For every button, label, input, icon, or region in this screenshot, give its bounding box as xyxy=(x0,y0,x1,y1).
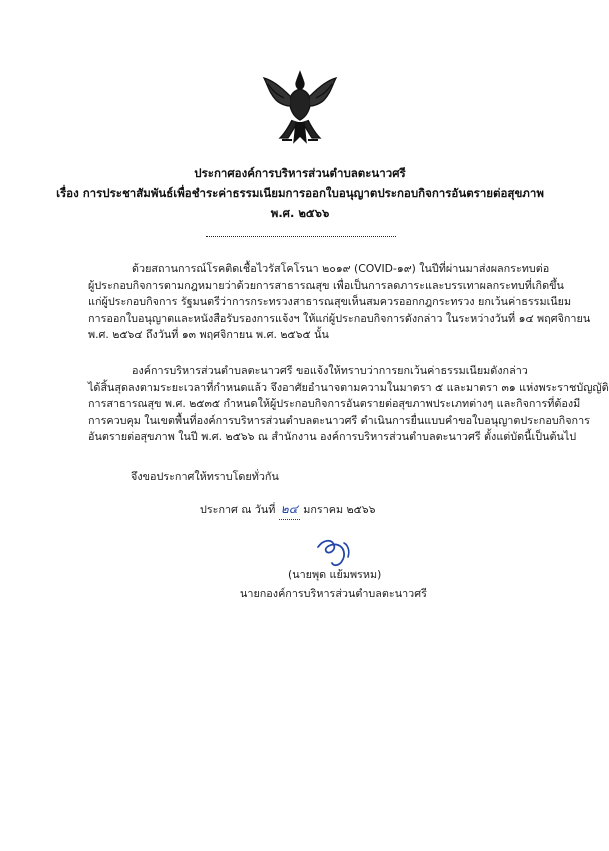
announcement-title: ประกาศองค์การบริหารส่วนตำบลตะนาวศรี xyxy=(194,166,406,180)
date-month-year: มกราคม ๒๕๖๖ xyxy=(303,503,376,516)
announcement-date xyxy=(200,500,376,520)
paragraph-1 xyxy=(88,261,591,344)
closing-statement: จึงขอประกาศให้ทราบโดยทั่วกัน xyxy=(131,470,279,483)
signer-position: นายกองค์การบริหารส่วนตำบลตะนาวศรี xyxy=(240,587,427,600)
date-day xyxy=(279,500,300,520)
handwritten-day: ๒๔ xyxy=(280,502,298,516)
paragraph-line: องค์การบริหารส่วนตำบลตะนาวศรี ขอแจ้งให้ทราบว่าการยกเว้นค่าธรรมเนียมดังกล่าว xyxy=(132,364,528,377)
paragraph-line: ด้วยสถานการณ์โรคติดเชื้อไวรัสโคโรนา ๒๐๑๙ (COVID-๑๙) ในปีที่ผ่านมาส่งผลกระทบต่อ xyxy=(132,262,550,275)
paragraph-line: พ.ศ. ๒๕๖๔ ถึงวันที่ ๑๓ พฤศจิกายน พ.ศ. ๒๕๖๕ นั้น xyxy=(88,328,329,341)
paragraph-line: แก่ผู้ประกอบกิจการ รัฐมนตรีว่าการกระทรวงสาธารณสุขเห็นสมควรออกกฎกระทรวง ยกเว้นค่าธรรมเนียม xyxy=(88,295,572,308)
paragraph-line: ได้สิ้นสุดลงตามระยะเวลาที่กำหนดแล้ว จึงอาศัยอำนาจตามความในมาตรา ๕ และมาตรา ๓๑ แห่งพระราชบัญญัติ xyxy=(88,380,609,394)
paragraph-2 xyxy=(88,363,609,446)
paragraph-line: ผู้ประกอบกิจการตามกฎหมายว่าด้วยการสาธารณสุข เพื่อเป็นการลดภาระและบรรเทาผลกระทบที่เกิดขึ้น xyxy=(88,278,564,292)
signer-name: (นายพุด แย้มพรหม) xyxy=(288,568,382,581)
announcement-year: พ.ศ. ๒๕๖๖ xyxy=(270,206,330,220)
paragraph-line: การออกใบอนุญาตและหนังสือรับรองการแจ้งฯ ให้แก่ผู้ประกอบกิจการดังกล่าว ในระหว่างวันที่ ๑๔ พฤศจิกายน xyxy=(88,311,591,325)
announcement-subject: เรื่อง การประชาสัมพันธ์เพื่อชำระค่าธรรมเนียมการออกใบอนุญาตประกอบกิจการอันตรายต่อสุขภาพ xyxy=(56,186,544,200)
date-prefix: ประกาศ ณ วันที่ xyxy=(200,503,276,516)
paragraph-line: การควบคุม ในเขตพื้นที่องค์การบริหารส่วนตำบลตะนาวศรี ดำเนินการยื่นแบบคำขอใบอนุญาตประกอบกิจการ xyxy=(88,413,590,427)
paragraph-line: การสาธารณสุข พ.ศ. ๒๕๓๕ กำหนดให้ผู้ประกอบกิจการอันตรายต่อสุขภาพประเภทต่างๆ และกิจการที่ต้องมี xyxy=(88,397,581,410)
garuda-emblem-icon xyxy=(262,66,338,148)
dotted-divider xyxy=(206,236,396,237)
paragraph-line: อันตรายต่อสุขภาพ ในปี พ.ศ. ๒๕๖๖ ณ สำนักงาน องค์การบริหารส่วนตำบลตะนาวศรี ตั้งแต่บัดนี้เป็นต้นไป xyxy=(88,430,577,443)
